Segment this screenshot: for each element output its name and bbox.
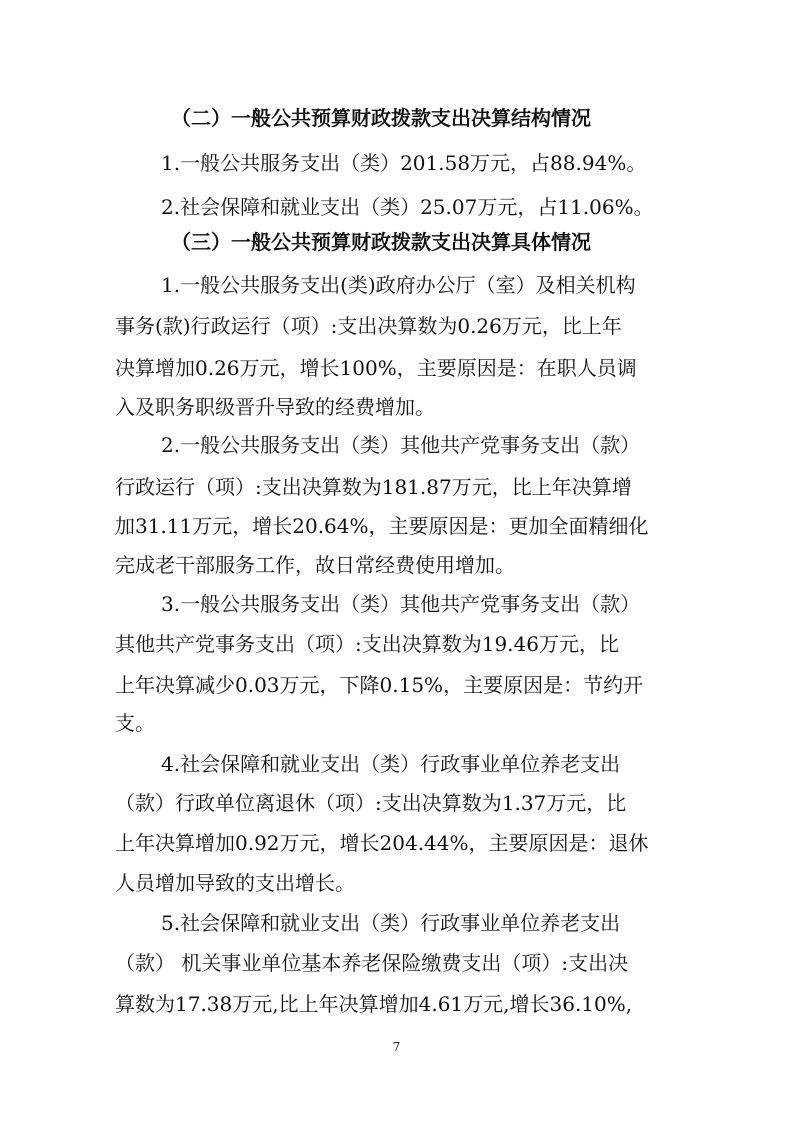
section-3-item-4-line-1: 4.社会保障和就业支出（类）行政事业单位养老支出	[161, 752, 621, 776]
section-3-item-1-line-2: 事务(款)行政运行（项）:支出决算数为0.26万元，比上年	[115, 314, 622, 338]
section-2-item-1: 1.一般公共服务支出（类）201.58万元，占88.94%。	[161, 151, 647, 175]
page-number: 7	[392, 1040, 401, 1054]
section-3-item-5-line-1: 5.社会保障和就业支出（类）行政事业单位养老支出	[161, 911, 621, 935]
section-2-item-2: 2.社会保障和就业支出（类）25.07万元，占11.06%。	[161, 195, 654, 219]
section-3-item-3-line-4: 支。	[115, 711, 155, 735]
section-3-item-5-line-3: 算数为17.38万元,比上年决算增加4.61万元,增长36.10%,	[115, 992, 633, 1016]
section-3-item-2-line-3: 加31.11万元，增长20.64%，主要原因是：更加全面精细化	[115, 514, 649, 538]
section-3-item-1-line-4: 入及职务职级晋升导致的经费增加。	[115, 395, 435, 419]
section-3-item-1-line-3: 决算增加0.26万元，增长100%，主要原因是：在职人员调	[115, 356, 637, 380]
section-3-item-3-line-2: 其他共产党事务支出（项）:支出决算数为19.46万元，比	[115, 632, 619, 656]
section-3-item-2-line-4: 完成老干部服务工作，故日常经费使用增加。	[115, 553, 515, 577]
section-3-item-2-line-2: 行政运行（项）:支出决算数为181.87万元，比上年决算增	[115, 475, 632, 499]
section-3-item-5-line-2: （款） 机关事业单位基本养老保险缴费支出（项）:支出决	[115, 951, 629, 975]
section-3-item-4-line-2: （款）行政单位离退休（项）:支出决算数为1.37万元，比	[115, 791, 627, 815]
section-3-item-3-line-3: 上年决算减少0.03万元，下降0.15%，主要原因是：节约开	[115, 673, 644, 697]
section-2-heading: （二）一般公共预算财政拨款支出决算结构情况	[171, 106, 591, 130]
section-3-item-2-line-1: 2.一般公共服务支出（类）其他共产党事务支出（款）	[161, 433, 641, 457]
section-3-item-3-line-1: 3.一般公共服务支出（类）其他共产党事务支出（款）	[161, 592, 641, 616]
section-3-heading: （三）一般公共预算财政拨款支出决算具体情况	[171, 230, 591, 254]
section-3-item-4-line-3: 上年决算增加0.92万元，增长204.44%，主要原因是：退休	[115, 831, 649, 855]
section-3-item-4-line-4: 人员增加导致的支出增长。	[115, 871, 355, 895]
section-3-item-1-line-1: 1.一般公共服务支出(类)政府办公厅（室）及相关机构	[161, 273, 636, 297]
